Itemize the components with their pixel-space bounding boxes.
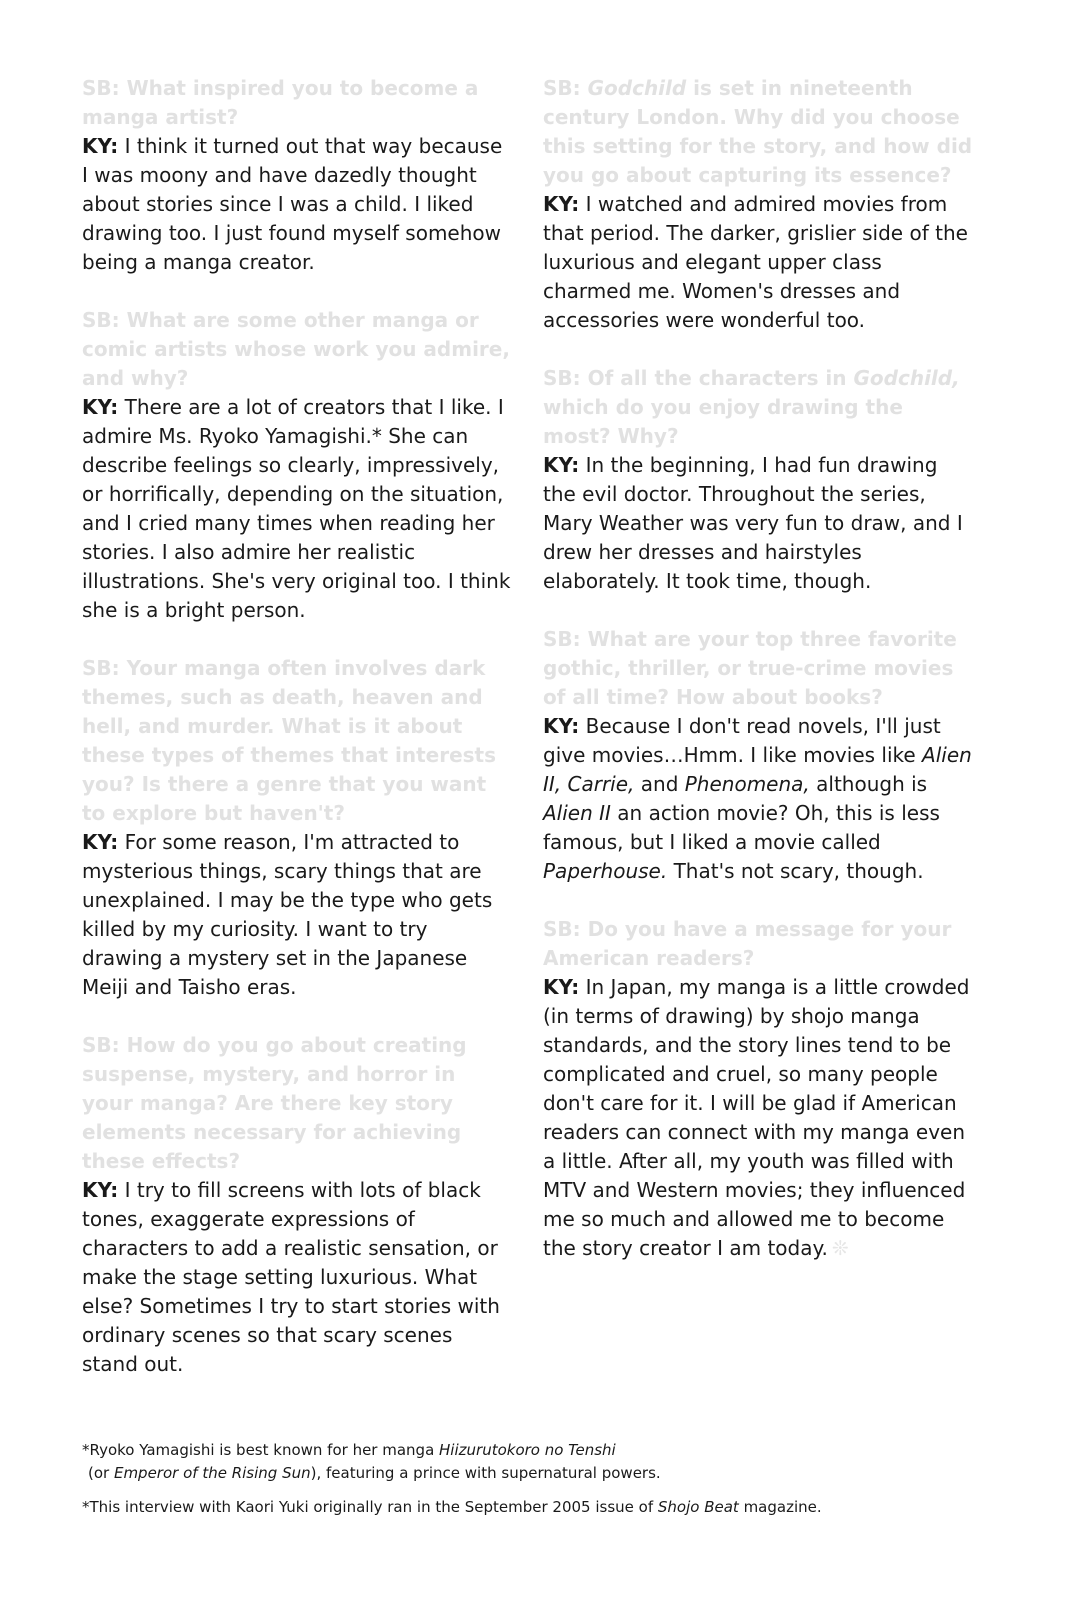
- answer-text: In the beginning, I had fun drawing the evil doctor. Throughout the series, Mary Weather was very fun to draw, and I drew her dresses and hairstyles elaborately. It took time, though.: [543, 453, 963, 593]
- footnote-text: magazine.: [738, 1498, 822, 1516]
- title-godchild: Godchild: [587, 76, 687, 100]
- answer: [543, 712, 973, 886]
- speaker-label: KY:: [82, 1178, 119, 1202]
- answer-text: I try to fill screens with lots of black tones, exaggerate expressions of characters to add a realistic sensation, or make the stage setting luxurious. What else? Sometimes I try to start stories with ordinary scenes so that scary scenes stand out.: [82, 1178, 500, 1376]
- answer-text: There are a lot of creators that I like. I admire Ms. Ryoko Yamagishi.* She can describe feelings so clearly, impressively, or horrifically, depending on the situation, and I cried many times when reading her stories. I also admire her realistic illustrations. She's very original too. I think she is a bright person.: [82, 395, 511, 622]
- question: SB: Do you have a message for your American readers?: [543, 917, 952, 970]
- speaker-label: KY:: [543, 192, 580, 216]
- footnote-text: *Ryoko Yamagishi is best known for her manga: [82, 1441, 440, 1459]
- speaker-label: KY:: [82, 830, 119, 854]
- manga-title: Hiizurutokoro no Tenshi: [439, 1441, 616, 1459]
- answer: [82, 132, 512, 277]
- movie-title: Paperhouse.: [543, 859, 668, 883]
- movie-title: Alien II, Carrie,: [543, 743, 972, 796]
- footnote-text: ), featuring a prince with supernatural powers.: [310, 1464, 661, 1482]
- qa-block-admired-artists: [82, 306, 512, 625]
- speaker-label: KY:: [543, 975, 580, 999]
- title-godchild: Godchild,: [853, 366, 960, 390]
- answer-text: I think it turned out that way because I was moony and have dazedly thought about stories since I was a child. I liked drawing too. I just found myself somehow being a manga creator.: [82, 134, 503, 274]
- end-mark-icon: ❊: [831, 1236, 849, 1260]
- answer-text: I watched and admired movies from that period. The darker, grislier side of the luxurious and elegant upper class charmed me. Women's dresses and accessories were wonderful too.: [543, 192, 968, 332]
- footnote-yamagishi-line1: [82, 1439, 982, 1462]
- magazine-title: Shojo Beat: [657, 1498, 739, 1516]
- question: SB: Your manga often involves dark themes, such as death, heaven and hell, and murder. What is it about these types of themes that interests you? Is there a genre that you want to explore but haven't?: [82, 656, 497, 825]
- movie-title: Alien II: [543, 801, 611, 825]
- question: [543, 74, 973, 190]
- question-pre: SB: Of all the characters in: [543, 366, 854, 390]
- speaker-label: KY:: [82, 134, 119, 158]
- qa-block-message: [543, 915, 973, 1263]
- answer: [82, 1176, 512, 1379]
- footnote-source: [82, 1496, 982, 1519]
- answer: [82, 828, 512, 1002]
- question: SB: How do you go about creating suspense, mystery, and horror in your manga? Are there key story elements necessary for achieving these effects?: [82, 1033, 467, 1173]
- speaker-label: KY:: [82, 395, 119, 419]
- answer: [543, 451, 973, 596]
- footnote-text: (or: [88, 1464, 114, 1482]
- qa-block-dark-themes: [82, 654, 512, 1002]
- question: SB: What are some other manga or comic artists whose work you admire, and why?: [82, 308, 510, 390]
- left-column: [82, 74, 512, 1408]
- answer: [543, 190, 973, 335]
- qa-block-favorite-movies: [543, 625, 973, 886]
- qa-block-setting: [543, 74, 973, 335]
- answer-text: In Japan, my manga is a little crowded (in terms of drawing) by shojo manga standards, and the story lines tend to be complicated and cruel, so many people don't care for it. I will be glad if American readers can connect with my manga even a little. After all, my youth was filled with MTV and Western movies; they influenced me so much and allowed me to become the story creator I am today.: [543, 975, 970, 1260]
- qa-block-favorite-character: [543, 364, 973, 596]
- qa-block-inspiration: [82, 74, 512, 277]
- footnotes: [82, 1439, 982, 1519]
- qa-block-suspense: [82, 1031, 512, 1379]
- answer-text: although is: [809, 772, 928, 796]
- answer-text: For some reason, I'm attracted to mysterious things, scary things that are unexplained. I may be the type who gets killed by my curiosity. I want to try drawing a mystery set in the Japanese Meiji and Taisho eras.: [82, 830, 493, 999]
- answer-text: That's not scary, though.: [667, 859, 924, 883]
- speaker-label: KY:: [543, 453, 580, 477]
- footnote-yamagishi-line2: [82, 1462, 982, 1485]
- right-column: [543, 74, 973, 1292]
- footnote-text: *This interview with Kaori Yuki originally ran in the September 2005 issue of: [82, 1498, 658, 1516]
- answer-text: and: [634, 772, 685, 796]
- question: [543, 364, 973, 451]
- question: SB: What are your top three favorite gothic, thriller, or true-crime movies of all time? How about books?: [543, 627, 957, 709]
- manga-title: Emperor of the Rising Sun: [113, 1464, 311, 1482]
- answer: [543, 973, 973, 1263]
- question-pre: SB:: [543, 76, 588, 100]
- answer: [82, 393, 512, 625]
- question-post: which do you enjoy drawing the most? Why?: [543, 395, 903, 448]
- answer-text: an action movie? Oh, this is less famous, but I liked a movie called: [543, 801, 940, 854]
- speaker-label: KY:: [543, 714, 580, 738]
- movie-title: Phenomena,: [684, 772, 810, 796]
- answer-text: Because I don't read novels, I'll just give movies…Hmm. I like movies like: [543, 714, 941, 767]
- question-post: is set in nineteenth century London. Why did you choose this setting for the story, and how did you go about capturing its essence?: [543, 76, 973, 187]
- question: SB: What inspired you to become a manga artist?: [82, 76, 479, 129]
